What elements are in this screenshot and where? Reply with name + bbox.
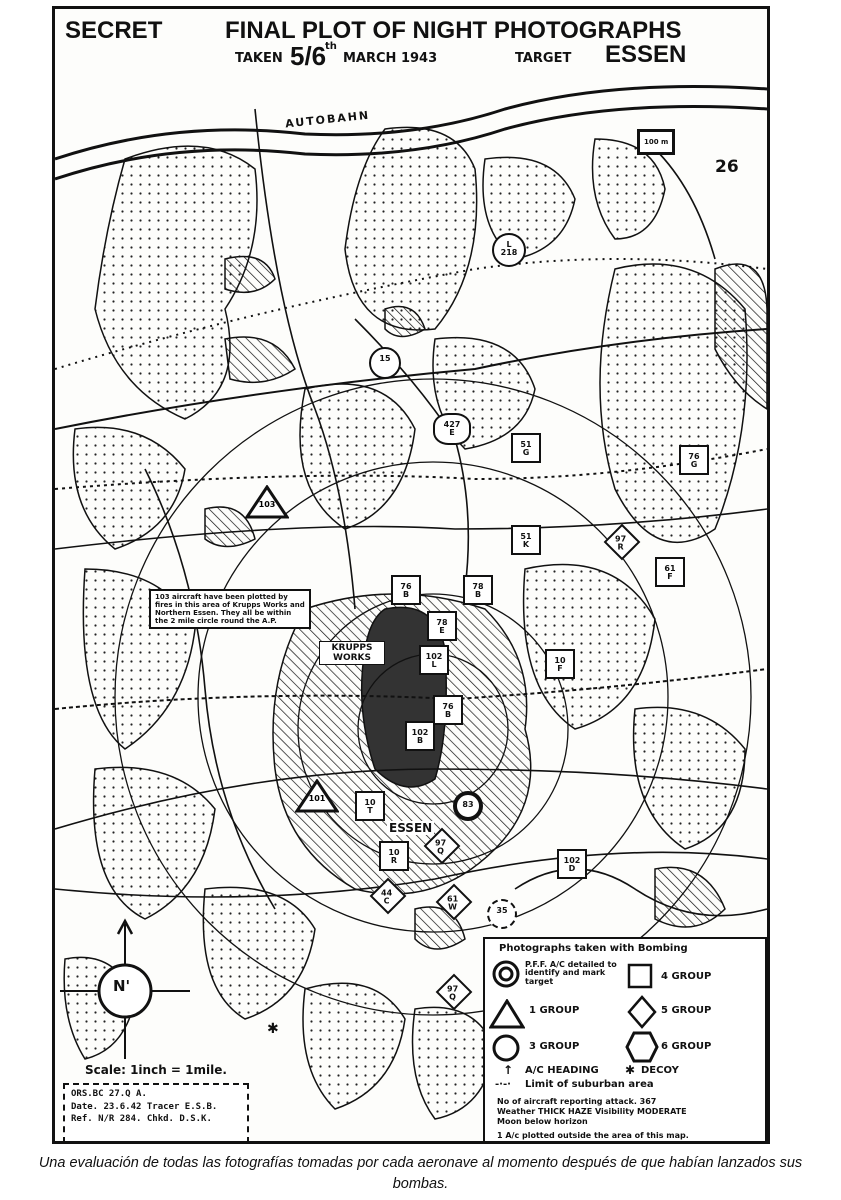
legend-weather: Weather THICK HAZE Visibility MODERATE [497, 1107, 687, 1116]
marker-102b: 102 B [405, 721, 435, 751]
map-title: FINAL PLOT OF NIGHT PHOTOGRAPHS [225, 17, 682, 44]
group4-square-icon [627, 963, 653, 989]
legend-group1: 1 GROUP [529, 1005, 580, 1016]
krupps-works-label: KRUPPS WORKS [319, 641, 385, 665]
marker-51k: 51 K [511, 525, 541, 555]
marker-10f: 10 F [545, 649, 575, 679]
fires-annotation: 103 aircraft have been plotted by fires in this area of Krupps Works and Northern Essen. They all be within the 2 mile circle round the A.P. [149, 589, 311, 629]
date-fraction: 5/6 [290, 41, 327, 71]
legend-plotted-outside: 1 A/c plotted outside the area of this map. [497, 1131, 689, 1140]
legend-heading: A/C HEADING [525, 1065, 599, 1076]
decoy-star-icon: ✱ [267, 1021, 279, 1037]
marker-76g: 76 G [679, 445, 709, 475]
marker-78b: 78 B [463, 575, 493, 605]
legend-group4: 4 GROUP [661, 971, 712, 982]
marker-15: 15 [369, 347, 401, 379]
marker-78e: 78 E [427, 611, 457, 641]
legend-limit: Limit of suburban area [525, 1079, 654, 1090]
reference-line-2: Date. 23.6.42 Tracer E.S.B. [71, 1101, 218, 1112]
legend-title: Photographs taken with Bombing [499, 943, 688, 954]
classification-label: SECRET [65, 17, 163, 44]
marker-97r: 97 R [604, 524, 641, 561]
group5-diamond-icon [627, 995, 657, 1029]
limit-dash-icon: -·-· [495, 1079, 511, 1090]
marker-61f: 61 F [655, 557, 685, 587]
group3-circle-icon [491, 1033, 521, 1063]
essen-city-label: ESSEN [389, 821, 433, 835]
legend-group3: 3 GROUP [529, 1041, 580, 1052]
marker-35: 35 [487, 899, 517, 929]
marker-44c: 44 C [370, 878, 407, 915]
sheet-number: 26 [715, 157, 739, 177]
marker-61w: 61 W [436, 884, 473, 921]
legend-aircraft-attack: No of aircraft reporting attack. 367 [497, 1097, 657, 1106]
reference-line-3: Ref. N/R 284. Chkd. D.S.K. [71, 1114, 212, 1125]
legend-group6: 6 GROUP [661, 1041, 712, 1052]
marker-pff-83: 83 [453, 791, 483, 821]
date-suffix: th [325, 41, 337, 52]
marker-102d: 102 D [557, 849, 587, 879]
pff-target-icon [491, 959, 521, 989]
autobahn-label: AUTOBAHN [284, 108, 371, 131]
scale-label: Scale: 1inch = 1mile. [85, 1063, 227, 1077]
legend-decoy: DECOY [641, 1065, 679, 1076]
inset-box: 100 m [637, 129, 675, 155]
target-name: ESSEN [605, 41, 687, 68]
image-caption: Una evaluación de todas las fotografías tomadas por cada aeronave al momento después de que habían lanzados sus bombas. [38, 1155, 803, 1193]
legend-group5: 5 GROUP [661, 1005, 712, 1016]
group6-hexagon-icon [625, 1031, 659, 1063]
marker-l218: L 218 [492, 233, 526, 267]
group1-triangle-icon [489, 999, 525, 1029]
marker-10r: 10 R [379, 841, 409, 871]
target-label: TARGET [515, 51, 572, 66]
marker-76b-north: 76 B [391, 575, 421, 605]
compass-north-letter: N' [113, 977, 131, 995]
decoy-icon: ✱ [625, 1063, 636, 1077]
target-map [52, 6, 770, 1144]
legend-pff: P.F.F. A/C detailed to identify and mark target [525, 960, 617, 986]
marker-97q-south: 97 Q [436, 974, 473, 1011]
marker-triangle-103: 103 [245, 485, 289, 519]
marker-76b-south: 76 B [433, 695, 463, 725]
marker-427e: 427 E [433, 413, 471, 445]
taken-label: TAKEN [235, 51, 283, 66]
reference-line-1: ORS.BC 27.Q A. [71, 1089, 147, 1099]
date-rest: MARCH 1943 [343, 51, 438, 66]
reference-block [63, 1083, 249, 1143]
marker-102l: 102 L [419, 645, 449, 675]
marker-51g: 51 G [511, 433, 541, 463]
marker-10t: 10 T [355, 791, 385, 821]
legend-moon: Moon below horizon [497, 1117, 588, 1126]
heading-arrow-icon: ↑ [503, 1063, 514, 1077]
marker-triangle-101: 101 [295, 779, 339, 813]
marker-97q-north: 97 Q [424, 828, 461, 865]
legend-box [483, 937, 767, 1144]
